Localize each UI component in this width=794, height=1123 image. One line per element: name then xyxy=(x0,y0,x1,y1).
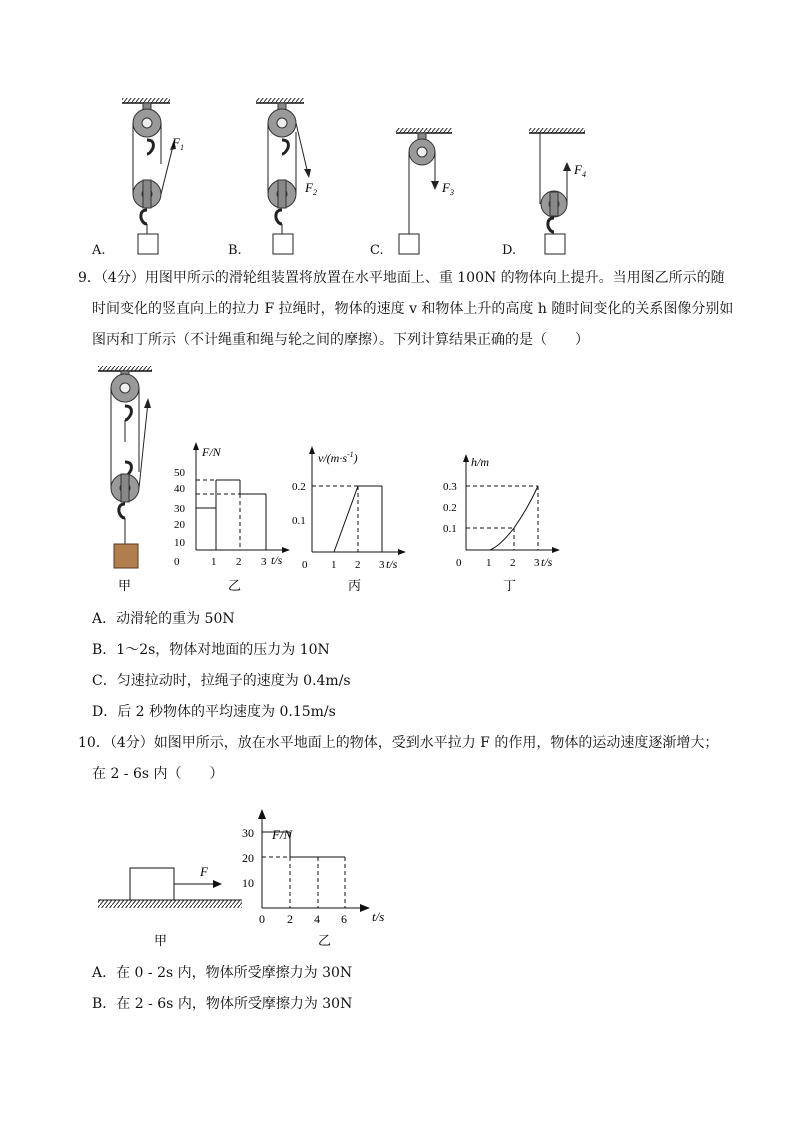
q9-fig-jia xyxy=(98,366,152,568)
q10-fig-jia xyxy=(98,864,242,908)
weight-block xyxy=(138,234,158,254)
force-label: $F_3$ xyxy=(442,180,454,197)
tick-label: 2 xyxy=(355,559,361,571)
axis-label: F/N xyxy=(272,827,293,842)
axis-label: $v/(m\cdot s^{-1})$ xyxy=(318,450,358,465)
figure-label: 甲 xyxy=(118,578,132,593)
q8-figures xyxy=(80,92,600,264)
force-label: $F_1$ xyxy=(172,135,184,152)
tick-label: 20 xyxy=(174,519,185,531)
tick-label: 10 xyxy=(242,876,254,890)
force-label: $F_2$ xyxy=(305,180,317,197)
tick-label: 0.2 xyxy=(443,502,457,514)
tick-label: 2 xyxy=(510,557,516,569)
q10-option-b[interactable]: B．在 2 - 6s 内，物体所受摩擦力为 30N xyxy=(92,996,353,1012)
force-label: $F_4$ xyxy=(574,162,586,179)
q10-options xyxy=(92,958,352,1020)
q8-option-b-figure xyxy=(256,98,317,254)
q9-options xyxy=(92,604,351,728)
axis-label: F/N xyxy=(202,445,221,459)
tick-label: 4 xyxy=(314,912,320,926)
tick-label: 30 xyxy=(174,503,185,515)
tick-label: 1 xyxy=(486,557,492,569)
q9-graph-yi xyxy=(174,442,290,568)
figure-label: 乙 xyxy=(228,578,242,593)
axis-label: h/m xyxy=(471,455,489,469)
q8-option-d-figure xyxy=(529,128,586,254)
q9-option-d[interactable]: D．后 2 秒物体的平均速度为 0.15m/s xyxy=(92,704,336,720)
tick-label: 0 xyxy=(302,559,308,571)
tick-label: 0 xyxy=(174,556,180,568)
tick-label: 2 xyxy=(287,912,293,926)
q9-option-c[interactable]: C．匀速拉动时，拉绳子的速度为 0.4m/s xyxy=(92,673,351,689)
tick-label: 30 xyxy=(242,826,254,840)
tick-label: 50 xyxy=(174,467,185,479)
q10-figures xyxy=(92,795,412,955)
tick-label: 0.2 xyxy=(292,481,306,493)
tick-label: 0.1 xyxy=(443,523,457,535)
q9-option-a[interactable]: A．动滑轮的重为 50N xyxy=(92,611,235,627)
figure-label: 丙 xyxy=(348,578,362,593)
axis-label: t/s xyxy=(541,555,553,569)
q9-figures xyxy=(90,362,580,594)
q9-option-b[interactable]: B．1～2s，物体对地面的压力为 10N xyxy=(92,642,330,658)
wood-block xyxy=(114,544,138,568)
q9-stem xyxy=(78,263,738,356)
tick-label: 0.3 xyxy=(443,481,457,493)
axis-label: t/s xyxy=(271,553,283,567)
q10-line-2: 在 2 - 6s 内（ ） xyxy=(92,766,224,782)
q8-option-a-letter: A. xyxy=(92,243,106,258)
tick-label: 0 xyxy=(259,912,265,926)
figure-label: 乙 xyxy=(318,933,332,948)
q9-line-2: 时间变化的竖直向上的拉力 F 拉绳时，物体的速度 v 和物体上升的高度 h 随时间变化的关系图像分别如 xyxy=(92,301,734,317)
tick-label: 1 xyxy=(331,559,337,571)
q9-graph-ding xyxy=(443,454,560,569)
tick-label: 3 xyxy=(379,559,385,571)
tick-label: 0 xyxy=(456,557,462,569)
q10-option-a[interactable]: A．在 0 - 2s 内，物体所受摩擦力为 30N xyxy=(92,965,353,981)
q8-option-c-figure xyxy=(396,128,454,254)
q10-stem xyxy=(78,728,758,790)
force-label: F xyxy=(200,864,208,879)
q8-option-c-letter: C. xyxy=(370,243,384,258)
q9-line-1: 9．（4分）用图甲所示的滑轮组装置将放置在水平地面上、重 100N 的物体向上提升。当用图乙所示的随 xyxy=(78,270,725,286)
tick-label: 0.1 xyxy=(292,515,306,527)
tick-label: 40 xyxy=(174,483,185,495)
figure-label: 丁 xyxy=(503,578,517,593)
tick-label: 1 xyxy=(211,556,217,568)
axis-label: t/s xyxy=(372,909,385,924)
q8-option-a-figure xyxy=(122,98,184,254)
axis-label: t/s xyxy=(386,557,398,571)
q10-graph-yi xyxy=(242,809,384,926)
tick-label: 20 xyxy=(242,851,254,865)
tick-label: 10 xyxy=(174,537,185,549)
q8-option-b-letter: B. xyxy=(228,243,242,258)
q9-line-3: 图丙和丁所示（不计绳重和绳与轮之间的摩擦）。下列计算结果正确的是（ ） xyxy=(92,332,589,348)
figure-label: 甲 xyxy=(154,933,168,948)
q10-line-1: 10．（4分）如图甲所示，放在水平地面上的物体，受到水平拉力 F 的作用，物体的运动速度逐渐增大； xyxy=(78,735,719,751)
q8-option-d-letter: D. xyxy=(502,243,517,258)
q9-graph-bing xyxy=(292,446,406,571)
tick-label: 2 xyxy=(236,556,242,568)
tick-label: 3 xyxy=(261,556,267,568)
tick-label: 6 xyxy=(341,912,347,926)
tick-label: 3 xyxy=(534,557,540,569)
